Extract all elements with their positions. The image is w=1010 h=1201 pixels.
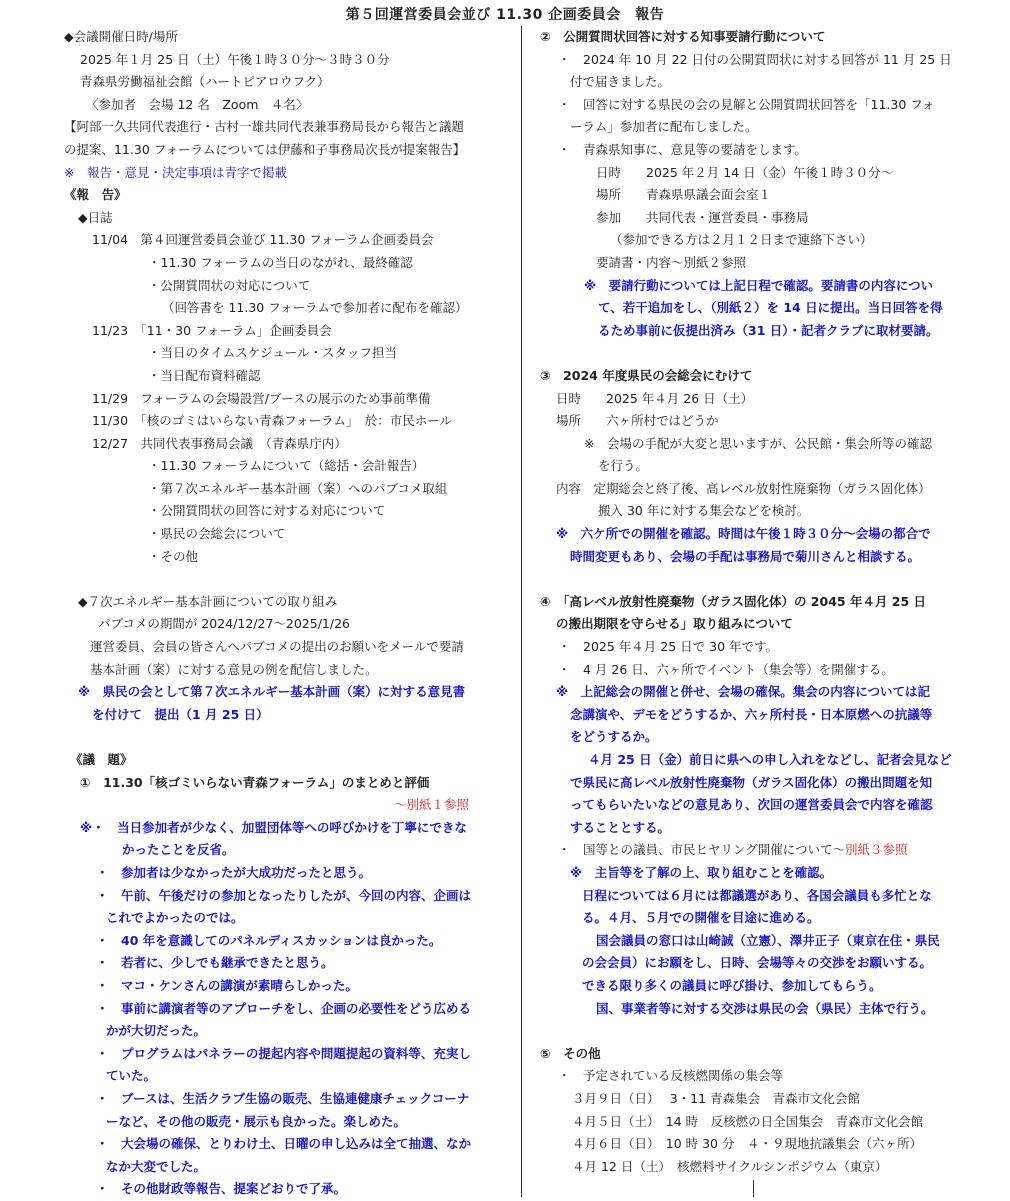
left-line — [64, 320, 512, 343]
left-line — [64, 772, 512, 795]
right-column — [540, 26, 980, 1178]
left-line — [64, 907, 512, 930]
left-line — [64, 297, 512, 320]
left-line-text: 11/29 フォーラムの会場設営/ブースの展示のため事前準備 — [92, 390, 431, 406]
right-line-text: 付で届きました。 — [570, 74, 671, 90]
left-line-text: パブコメの期間が 2024/12/27～2025/1/26 — [98, 616, 350, 632]
right-line-text: ４月５日（土） 14 時 反核燃の日全国集会 青森市文化会館 — [572, 1113, 924, 1129]
left-line — [64, 998, 512, 1021]
left-line-text: 〈参加者 会場 12 名 Zoom ４名〉 — [86, 96, 309, 112]
right-line — [540, 1156, 980, 1179]
left-line — [64, 365, 512, 388]
right-line — [540, 975, 980, 998]
right-line-text: 搬入 30 年に対する集会などを検討。 — [598, 503, 810, 519]
right-line — [540, 1088, 980, 1111]
right-line-text: 日程については６月には都議選があり、各国会議員も多忙とな — [582, 887, 932, 903]
right-line-text: るため事前に仮提出済み（31 日）・記者クラブに取材要請。 — [598, 322, 939, 338]
right-line — [540, 523, 980, 546]
right-line — [540, 162, 980, 185]
right-line-text: 要請書・内容～別紙２参照 — [596, 254, 747, 270]
left-line — [64, 1156, 512, 1179]
left-line-text: ※ 報告・意見・決定事項は青字で掲載 — [64, 164, 287, 180]
right-line — [540, 275, 980, 298]
left-line-text: ・公開質問状の対応について — [148, 277, 311, 293]
left-line — [64, 839, 512, 862]
right-line — [540, 659, 980, 682]
right-line-text: て、若干追加をし、（別紙２）を 14 日に提出。当日回答を得 — [598, 300, 943, 316]
right-line-text: ※ 会場の手配が大変と思いますが、公民館・集会所等の確認 — [584, 435, 932, 451]
right-line-text: ・ 青森県知事に、意見等の要請をします。 — [558, 141, 808, 157]
right-line — [540, 817, 980, 840]
right-line — [540, 772, 980, 795]
left-line — [64, 659, 512, 682]
right-line — [540, 546, 980, 569]
left-line-text: 11/30 「核のゴミはいらない青森フォーラム」 於：市民ホール — [92, 413, 453, 429]
left-line-text: ていた。 — [106, 1068, 157, 1084]
right-line-text: の搬出期限を守らせる」取り組みについて — [556, 616, 793, 632]
left-line-text: 青森県労働福祉会館（ハートピアロウフク） — [80, 74, 330, 90]
right-line — [540, 1065, 980, 1088]
right-line-text: ④ 「高レベル放射性廃棄物（ガラス固化体）の 2045 年４月 25 日 — [540, 593, 927, 609]
right-line-text: ※ 上記総会の開催と併せ、会場の確保。集会の内容については記 — [556, 684, 931, 700]
left-line — [64, 523, 512, 546]
left-line-text: ・11.30 フォーラムについて（総括・会計報告） — [148, 458, 425, 474]
right-line — [540, 388, 980, 411]
left-line-text: ・ 午前、午後だけの参加となったりしたが、今回の内容、企画は — [96, 887, 472, 903]
left-line — [64, 71, 512, 94]
document-title: 第５回運営委員会並び 11.30 企画委員会 報告 — [345, 7, 665, 23]
right-line — [540, 229, 980, 252]
right-line-text: 日時 2025 年２月 14 日（金）午後１時３０分～ — [596, 164, 894, 180]
right-line-text: ３月９日（日） 3・11 青森集会 青森市文化会館 — [572, 1090, 861, 1106]
left-line-text: ・ 40 年を意識してのパネルディスカッションは良かった。 — [96, 932, 442, 948]
right-line — [540, 613, 980, 636]
right-line-text: 国、事業者等に対する交渉は県民の会（県民）主体で行う。 — [596, 1000, 934, 1016]
left-line-text: ・ マコ・ケンさんの講演が素晴らしかった。 — [96, 977, 358, 993]
left-line-text: （回答書を 11.30 フォーラムで参加者に配布を確認） — [162, 300, 468, 316]
right-line — [540, 952, 980, 975]
left-line — [64, 342, 512, 365]
left-line-text: 運営委員、会員の皆さんへパブコメの提出のお願いをメールで要請 — [90, 639, 464, 655]
right-line — [540, 636, 980, 659]
right-line — [540, 433, 980, 456]
left-line — [64, 162, 512, 185]
left-line — [64, 433, 512, 456]
right-line-text: ４月６日（日） 10 時 30 分 ４・９現地抗議集会（六ヶ所） — [572, 1136, 922, 1152]
right-line — [540, 907, 980, 930]
left-line — [64, 862, 512, 885]
left-line — [64, 749, 512, 772]
left-line — [64, 1020, 512, 1043]
left-line-text: ※・ 当日参加者が少なく、加盟団体等への呼びかけを丁寧にできな — [80, 819, 467, 835]
left-line-text: 11/04 第４回運営委員会並び 11.30 フォーラム企画委員会 — [92, 232, 434, 248]
right-line-text: ってもらいたいなどの意見あり、次回の運営委員会で内容を確認 — [570, 797, 933, 813]
right-line — [540, 1020, 980, 1043]
left-line — [64, 636, 512, 659]
left-line — [64, 1065, 512, 1088]
right-line — [540, 94, 980, 117]
right-line — [540, 139, 980, 162]
left-line-text: 【阿部一久共同代表進行・古村一雄共同代表兼事務局長から報告と議題 — [64, 119, 465, 135]
right-line-text: をどうするか。 — [570, 729, 658, 745]
left-line — [64, 184, 512, 207]
right-line-text: 場所 青森県県議会面会室１ — [596, 187, 772, 203]
left-line — [64, 1088, 512, 1111]
left-line-text: ・ ブースは、生活クラブ生協の販売、生協連健康チェックコーナ — [96, 1090, 470, 1106]
left-line-text: 2025 年１月 25 日（土）午後１時３０分～３時３０分 — [80, 51, 390, 67]
left-line-text: ーなど、その他の販売・展示も良かった。楽しめた。 — [106, 1113, 407, 1129]
left-line — [64, 410, 512, 433]
left-line-text: ◆会議開催日時/場所 — [64, 29, 178, 44]
right-line-text: 日時 2025 年４月 26 日（土） — [556, 390, 754, 406]
left-line — [64, 681, 512, 704]
column-divider — [521, 26, 522, 1197]
left-line — [64, 500, 512, 523]
left-line — [64, 885, 512, 908]
left-line-text: ・ 事前に講演者等のアプローチをし、企画の必要性をどう広める — [96, 1000, 472, 1016]
right-line-text: ※ 要請行動については上記日程で確認。要請書の内容につい — [584, 277, 934, 293]
right-line — [540, 297, 980, 320]
right-line — [540, 410, 980, 433]
left-line — [64, 546, 512, 569]
right-line — [540, 726, 980, 749]
right-line-text: ③ 2024 年度県民の会総会にむけて — [540, 367, 753, 383]
left-line — [64, 591, 512, 614]
left-line — [64, 930, 512, 953]
left-line-text: ・第７次エネルギー基本計画（案）へのパブコメ取組 — [148, 480, 448, 496]
right-line-text: ② 公開質問状回答に対する知事要請行動について — [540, 29, 826, 44]
right-line — [540, 1111, 980, 1134]
right-line-text: ※ 六ケ所での開催を確認。時間は午後１時３０分～会場の都合で — [556, 526, 931, 542]
right-line — [540, 500, 980, 523]
right-line-text: 国会議員の窓口は山崎誠（立憲）、澤井正子（東京在住・県民 — [596, 932, 940, 948]
right-line-text: ４月 12 日（土） 核燃料サイクルシンポジウム（東京） — [572, 1158, 888, 1174]
left-line — [64, 229, 512, 252]
left-column — [64, 26, 512, 1201]
right-line — [540, 862, 980, 885]
left-line-text: ・当日配布資料確認 — [148, 367, 261, 383]
right-line-text: （参加できる方は２月１２日まで連絡下さい） — [610, 232, 873, 248]
right-line — [540, 704, 980, 727]
right-line-text: 内容 定期総会と終了後、高レベル放射性廃棄物（ガラス固化体） — [556, 480, 931, 496]
left-line-text: ・公開質問状の回答に対する対応について — [148, 503, 386, 519]
right-line-text: の会会員）にお願をし、日時、会場等々の交渉をお願いする。 — [582, 955, 933, 971]
right-line-text: ４月 25 日（金）前日に県への申し入れをなどし、記者会見など — [588, 752, 952, 767]
right-line-text: ・ 4 月 26 日、六ヶ所でイベント（集会等）を開催する。 — [558, 661, 894, 677]
right-line — [540, 681, 980, 704]
left-line-text: かったことを反省。 — [122, 842, 235, 858]
right-line-text: る。４月、５月での開催を目途に進める。 — [582, 910, 820, 926]
right-line — [540, 885, 980, 908]
left-line — [64, 704, 512, 727]
left-line — [64, 817, 512, 840]
right-line — [540, 591, 980, 614]
left-line-text: 11/23 「11・30 フォーラム」企画委員会 — [92, 322, 332, 338]
left-line-text: ・ プログラムはパネラーの提起内容や問題提起の資料等、充実し — [96, 1045, 471, 1061]
left-line-text: 12/27 共同代表事務局会議 （青森県庁内） — [92, 435, 347, 451]
left-line — [64, 1178, 512, 1201]
right-line-text: ・ 予定されている反核燃関係の集会等 — [558, 1068, 784, 1084]
left-line — [64, 94, 512, 117]
left-line — [64, 975, 512, 998]
left-line-text: ① 11.30「核ゴミいらない青森フォーラム」のまとめと評価 — [80, 774, 430, 790]
right-line-text: ーラム」参加者に配布しました。 — [570, 119, 758, 135]
right-line — [540, 794, 980, 817]
right-line — [540, 184, 980, 207]
right-line — [540, 252, 980, 275]
right-line — [540, 365, 980, 388]
left-line — [64, 1133, 512, 1156]
left-line — [64, 207, 512, 230]
right-line — [540, 839, 980, 862]
left-line — [64, 116, 512, 139]
left-line-text: ◆７次エネルギー基本計画についての取り組み — [78, 593, 338, 609]
left-line-text: なか大変でした。 — [106, 1158, 207, 1174]
left-line — [64, 613, 512, 636]
left-line — [64, 26, 512, 49]
left-line-text: ・その他 — [148, 548, 199, 564]
left-line-text: かが大切だった。 — [106, 1023, 207, 1039]
left-line-text: ・ 大会場の確保、とりわけ土、日曜の申し込みは全て抽選、なか — [96, 1136, 472, 1152]
left-line — [64, 388, 512, 411]
right-line-text: 時間変更もあり、会場の手配は事務局で菊川さんと相談する。 — [570, 548, 921, 564]
left-line-text: 《議 題》 — [70, 752, 133, 767]
right-line — [540, 26, 980, 49]
left-line-text: ・ 若者に、少しでも継承できたと思う。 — [96, 955, 334, 971]
left-line-text: これでよかったのでは。 — [106, 910, 244, 926]
left-line-text: ・県民の会総会について — [148, 526, 286, 542]
divider-stub — [753, 1180, 754, 1197]
right-line — [540, 998, 980, 1021]
left-line-text: ～別紙１参照 — [394, 797, 470, 813]
left-line — [64, 139, 512, 162]
right-line — [540, 49, 980, 72]
right-line-text: ・ 2024 年 10 月 22 日付の公開質問状に対する回答が 11 月 25 日 — [558, 51, 952, 67]
left-line — [64, 49, 512, 72]
right-line-text: ・ 国等との議員、市民ヒヤリング開催について～ — [558, 842, 846, 858]
right-line-text: で県民に高レベル放射性廃棄物（ガラス固化体）の搬出問題を知 — [570, 774, 933, 790]
left-line-text: ・ 参加者は少なかったが大成功だったと思う。 — [96, 864, 372, 880]
right-line — [540, 478, 980, 501]
right-line — [540, 71, 980, 94]
right-line — [540, 1043, 980, 1066]
right-line-text: 場所 六ヶ所村ではどうか — [556, 413, 719, 429]
right-line-text: できる限り多くの議員に呼び掛け、参加してもらう。 — [582, 977, 882, 993]
right-line — [540, 1133, 980, 1156]
right-line-text: 参加 共同代表・運営委員・事務局 — [596, 209, 809, 225]
left-line-text: ◆日誌 — [78, 209, 113, 225]
left-line-text: ※ 県民の会として第７次エネルギー基本計画（案）に対する意見書 — [78, 684, 466, 700]
left-line — [64, 1043, 512, 1066]
left-line-text: を付けて 提出（1 月 25 日） — [92, 706, 269, 722]
left-line-text: 《報 告》 — [64, 187, 127, 203]
left-line — [64, 952, 512, 975]
right-line-text: することとする。 — [570, 819, 671, 835]
right-line-text: ⑤ その他 — [540, 1045, 601, 1061]
left-line-text: 基本計画（案）に対する意見の例を配信しました。 — [90, 661, 378, 677]
right-line — [540, 930, 980, 953]
left-line-text: ・ その他財政等報告、提案どおりで了承。 — [96, 1181, 347, 1197]
right-line-text: ※ 主旨等を了解の上、取り組むことを確認。 — [570, 864, 833, 880]
left-line — [64, 275, 512, 298]
right-line-text: を行う。 — [598, 458, 649, 474]
right-line — [540, 568, 980, 591]
left-line — [64, 455, 512, 478]
left-line-text: ・11.30 フォーラムの当日のながれ、最終確認 — [148, 254, 413, 270]
right-line — [540, 207, 980, 230]
left-line — [64, 794, 512, 817]
right-line — [540, 455, 980, 478]
right-line-text: 念講演や、デモをどうするか、六ヶ所村長・日本原燃への抗議等 — [570, 706, 933, 722]
left-line-text: の提案、11.30 フォーラムについては伊藤和子事務局次長が提案報告】 — [64, 141, 466, 157]
left-line — [64, 1111, 512, 1134]
left-line-text: ・当日のタイムスケジュール・スタッフ担当 — [148, 345, 398, 361]
right-line — [540, 320, 980, 343]
left-line — [64, 726, 512, 749]
right-line — [540, 342, 980, 365]
right-line — [540, 116, 980, 139]
right-line — [540, 749, 980, 772]
right-line-text: ・ 2025 年４月 25 日で 30 年です。 — [558, 639, 778, 655]
left-line — [64, 478, 512, 501]
reference-note: 別紙３参照 — [845, 842, 908, 858]
right-line-text: ・ 回答に対する県民の会の見解と公開質問状回答を「11.30 フォ — [558, 96, 935, 112]
left-line — [64, 568, 512, 591]
left-line — [64, 252, 512, 275]
